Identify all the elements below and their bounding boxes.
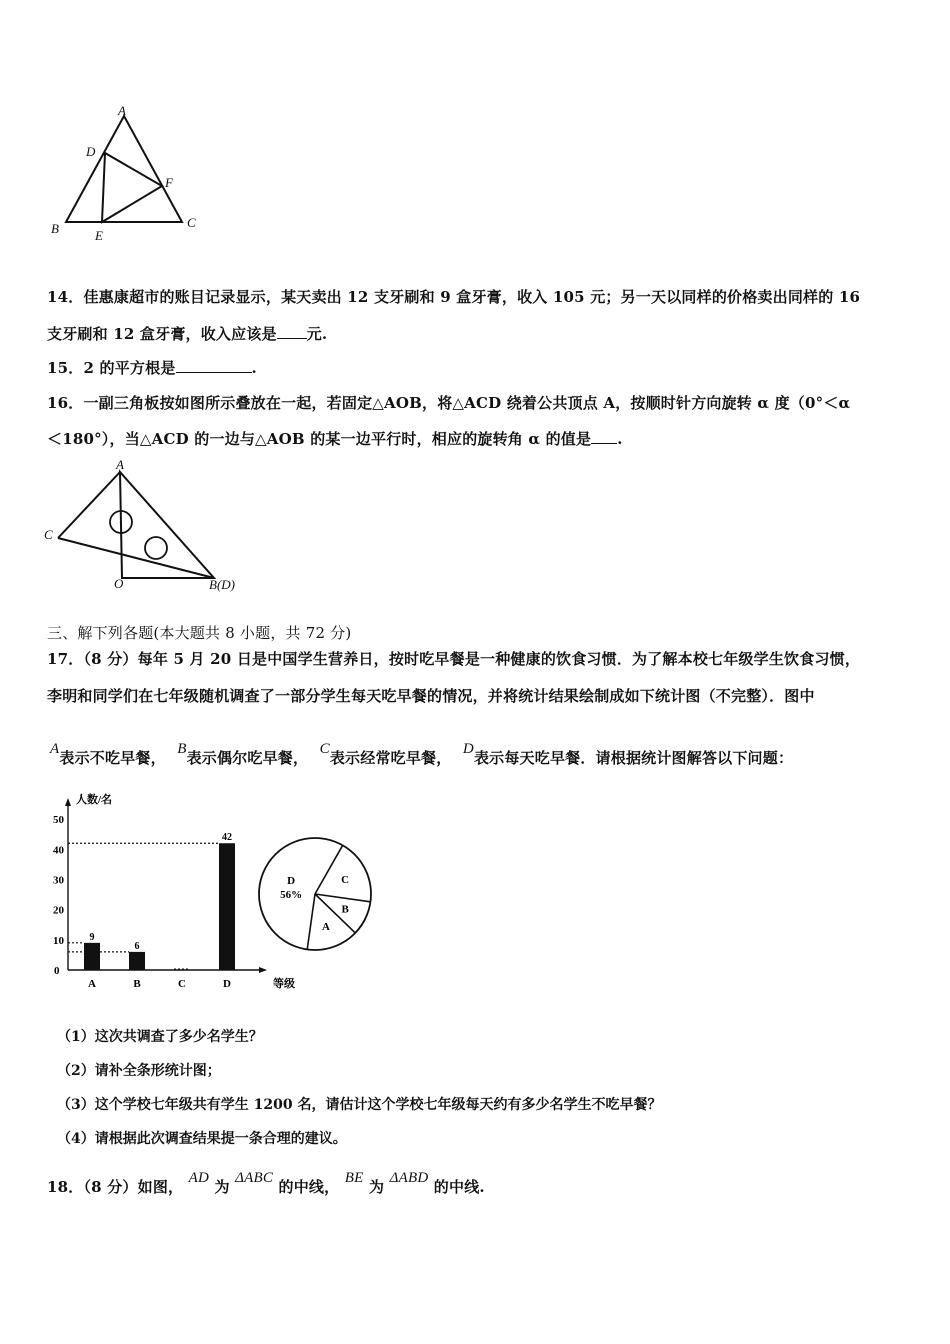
vertex-label-b: B bbox=[51, 221, 59, 236]
bar-data-label: 9 bbox=[89, 931, 95, 943]
x-tick-label: D bbox=[223, 978, 231, 990]
pie-label-d: D bbox=[287, 874, 296, 887]
q16-answer-blank[interactable] bbox=[591, 429, 617, 444]
q16-end: . bbox=[617, 430, 623, 448]
section-heading: 三、解下列各题(本大题共 8 小题，共 72 分) bbox=[47, 624, 352, 642]
q17-sub1: （1）这次共调查了多少名学生？ bbox=[57, 1029, 263, 1045]
pie-slice-boundary bbox=[307, 894, 315, 949]
q15-text: 15．2 的平方根是 bbox=[47, 359, 176, 377]
q15-end: . bbox=[251, 359, 257, 377]
q18-text1: 18．（8 分）如图， bbox=[47, 1178, 184, 1196]
q18-text4: 为 bbox=[368, 1178, 385, 1196]
q14-line2 bbox=[47, 323, 327, 344]
bar-data-label: 42 bbox=[222, 832, 232, 844]
vertex-label-d: D bbox=[86, 144, 96, 159]
q18-var-ad: AD bbox=[188, 1170, 210, 1186]
y-tick-label: 40 bbox=[53, 844, 64, 857]
bar-data-label: 6 bbox=[134, 940, 140, 952]
bar-a bbox=[84, 943, 100, 970]
fig16-label-bd: B(D) bbox=[209, 577, 235, 592]
q17-var-d: D bbox=[462, 741, 474, 757]
y-tick-label: 50 bbox=[53, 814, 64, 827]
q15-answer-blank[interactable] bbox=[176, 358, 252, 373]
q14-text: 支牙刷和 12 盒牙膏，收入应该是 bbox=[47, 325, 277, 343]
x-axis-title: 等级 bbox=[273, 978, 295, 990]
q17-line1: 17．（8 分）每年 5 月 20 日是中国学生营养日，按时吃早餐是一种健康的饮食习惯．为了解本校七年级学生饮食习惯， bbox=[47, 650, 861, 668]
q17-sub4: （4）请根据此次调查结果提一条合理的建议。 bbox=[57, 1131, 347, 1147]
q14-answer-blank[interactable] bbox=[277, 324, 307, 339]
pie-chart bbox=[255, 832, 385, 957]
q17-text-a: 表示不吃早餐， bbox=[59, 749, 166, 767]
q16-line1: 16．一副三角板按如图所示叠放在一起，若固定△AOB，将△ACD 绕着公共顶点 A，按顺时针方向旋转 α 度（0°＜α bbox=[47, 394, 851, 412]
y-axis-title: 人数/名 bbox=[76, 794, 113, 806]
q17-text-c: 表示经常吃早餐， bbox=[329, 749, 452, 767]
q18-var-be: BE bbox=[344, 1170, 364, 1186]
vertex-label-a: A bbox=[118, 103, 126, 118]
x-axis-arrow bbox=[259, 967, 267, 973]
y-axis-arrow bbox=[65, 798, 71, 806]
q17-line2: 李明和同学们在七年级随机调查了一部分学生每天吃早餐的情况，并将统计结果绘制成如下统计图（不完整）．图中 bbox=[47, 687, 815, 705]
q17-var-b: B bbox=[177, 741, 187, 757]
q16-text: ＜180°），当△ACD 的一边与△AOB 的某一边平行时，相应的旋转角 α 的值是 bbox=[47, 430, 592, 448]
fig16-label-a: A bbox=[116, 457, 124, 472]
q17-var-a: A bbox=[50, 741, 60, 757]
pie-percent-d: 56% bbox=[280, 888, 303, 901]
pie-label-c: C bbox=[341, 874, 350, 887]
pie-label-a: A bbox=[321, 920, 330, 933]
q17-text-b: 表示偶尔吃早餐， bbox=[186, 749, 309, 767]
q18-line bbox=[47, 1170, 485, 1197]
q14-line1: 14．佳惠康超市的账目记录显示，某天卖出 12 支牙刷和 9 盒牙膏，收入 105 元；另一天以同样的价格卖出同样的 16 bbox=[47, 288, 861, 306]
vertex-label-e: E bbox=[95, 228, 103, 243]
y-tick-label: 10 bbox=[53, 934, 64, 947]
bar-b bbox=[129, 952, 145, 970]
x-tick-label: B bbox=[133, 978, 141, 990]
pie-label-b: B bbox=[341, 903, 349, 916]
q18-var-abd: ΔABD bbox=[389, 1170, 429, 1186]
q14-unit: 元. bbox=[306, 325, 328, 343]
q16-line2 bbox=[47, 428, 623, 449]
pie-slice-boundary bbox=[315, 845, 343, 894]
y-tick-label: 20 bbox=[53, 904, 64, 917]
q18-var-abc: ΔABC bbox=[235, 1170, 274, 1186]
q17-line3 bbox=[50, 741, 794, 768]
x-tick-label: A bbox=[88, 978, 96, 990]
q17-sub2: （2）请补全条形统计图； bbox=[57, 1063, 221, 1079]
vertex-label-f: F bbox=[165, 175, 173, 190]
q18-text2: 为 bbox=[214, 1178, 230, 1196]
y-tick-label: 0 bbox=[54, 965, 60, 977]
pie-slice-boundary bbox=[315, 894, 370, 902]
q18-text5: 的中线. bbox=[433, 1178, 485, 1196]
q17-sub3: （3）这个学校七年级共有学生 1200 名，请估计这个学校七年级每天约有多少名学生不吃早餐？ bbox=[57, 1097, 662, 1113]
vertex-label-c: C bbox=[187, 215, 196, 230]
q17-var-c: C bbox=[319, 741, 330, 757]
fig16-label-c: C bbox=[44, 527, 53, 542]
bar-d bbox=[219, 843, 235, 970]
q18-text3: 的中线， bbox=[278, 1178, 340, 1196]
x-tick-label: C bbox=[178, 978, 186, 990]
y-tick-label: 30 bbox=[53, 874, 64, 887]
q17-text-d: 表示每天吃早餐．请根据统计图解答以下问题： bbox=[473, 749, 794, 767]
q15-line bbox=[47, 357, 257, 378]
fig16-label-o: O bbox=[114, 576, 124, 591]
